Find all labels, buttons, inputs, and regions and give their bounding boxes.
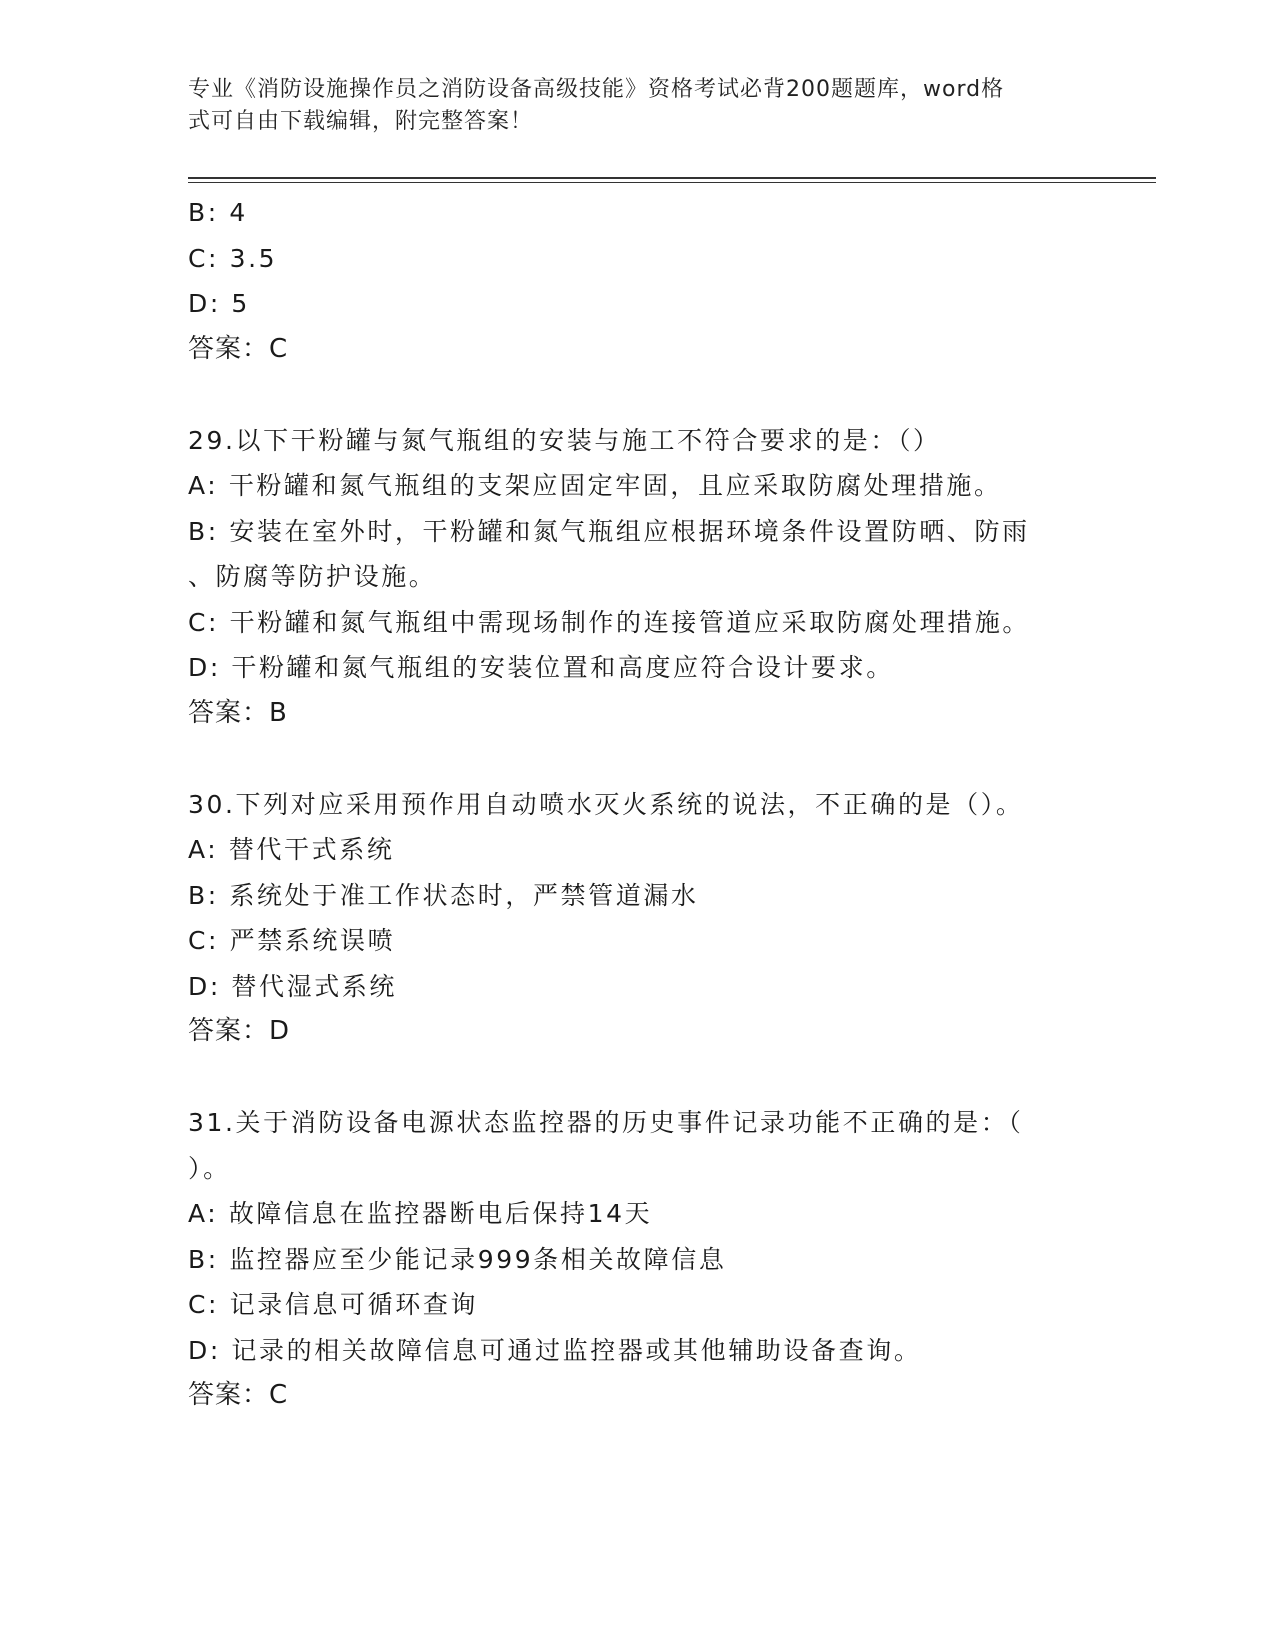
q30-option-d: D: 替代湿式系统 (188, 971, 398, 1001)
q31-option-b: B: 监控器应至少能记录999条相关故障信息 (188, 1244, 727, 1274)
q30-option-c: C: 严禁系统误喷 (188, 926, 396, 955)
q30-question: 30.下列对应采用预作用自动喷水灭火系统的说法，不正确的是（）。 (188, 789, 1024, 819)
question-list (188, 190, 1088, 1419)
q30-option-b: B: 系统处于准工作状态时，严禁管道漏水 (188, 880, 699, 910)
q28-option-d: D: 5 (188, 289, 250, 318)
header-divider-thin (188, 182, 1156, 183)
q31-question-line-2: ）。 (188, 1153, 231, 1183)
q30-answer: 答案：D (188, 1016, 291, 1046)
header-line-1: 专业《消防设施操作员之消防设备高级技能》资格考试必背200题题库，word格 (188, 77, 1005, 102)
q29-option-a: A: 干粉罐和氮气瓶组的支架应固定牢固，且应采取防腐处理措施。 (188, 471, 1002, 500)
q31-question-line-1: 31.关于消防设备电源状态监控器的历史事件记录功能不正确的是：（ (188, 1108, 1024, 1137)
q31-option-a: A: 故障信息在监控器断电后保持14天 (188, 1199, 653, 1228)
q31-answer: 答案：C (188, 1380, 289, 1410)
q29-question: 29.以下干粉罐与氮气瓶组的安装与施工不符合要求的是：（） (188, 425, 941, 455)
q29-option-c: C: 干粉罐和氮气瓶组中需现场制作的连接管道应采取防腐处理措施。 (188, 607, 1031, 637)
question-spacer (188, 736, 1088, 782)
q30-option-a: A: 替代干式系统 (188, 835, 395, 864)
question-spacer (188, 1055, 1088, 1101)
q28-option-c: C: 3.5 (188, 243, 278, 273)
q29-answer: 答案：B (188, 697, 288, 728)
header-divider-thick (188, 177, 1156, 179)
q28-option-b: B: 4 (188, 198, 248, 227)
document-header (188, 74, 1068, 138)
q29-option-b-line-2: 、防腐等防护设施。 (188, 562, 437, 591)
q29-option-b-line-1: B: 安装在室外时，干粉罐和氮气瓶组应根据环境条件设置防晒、防雨 (188, 516, 1030, 546)
q28-answer: 答案：C (188, 333, 289, 364)
q31-option-c: C: 记录信息可循环查询 (188, 1290, 479, 1319)
q29-option-d: D: 干粉罐和氮气瓶组的安装位置和高度应符合设计要求。 (188, 653, 894, 682)
header-line-2: 式可自由下载编辑，附完整答案！ (188, 109, 534, 134)
q31-option-d: D: 记录的相关故障信息可通过监控器或其他辅助设备查询。 (188, 1335, 922, 1365)
question-spacer (188, 372, 1088, 418)
